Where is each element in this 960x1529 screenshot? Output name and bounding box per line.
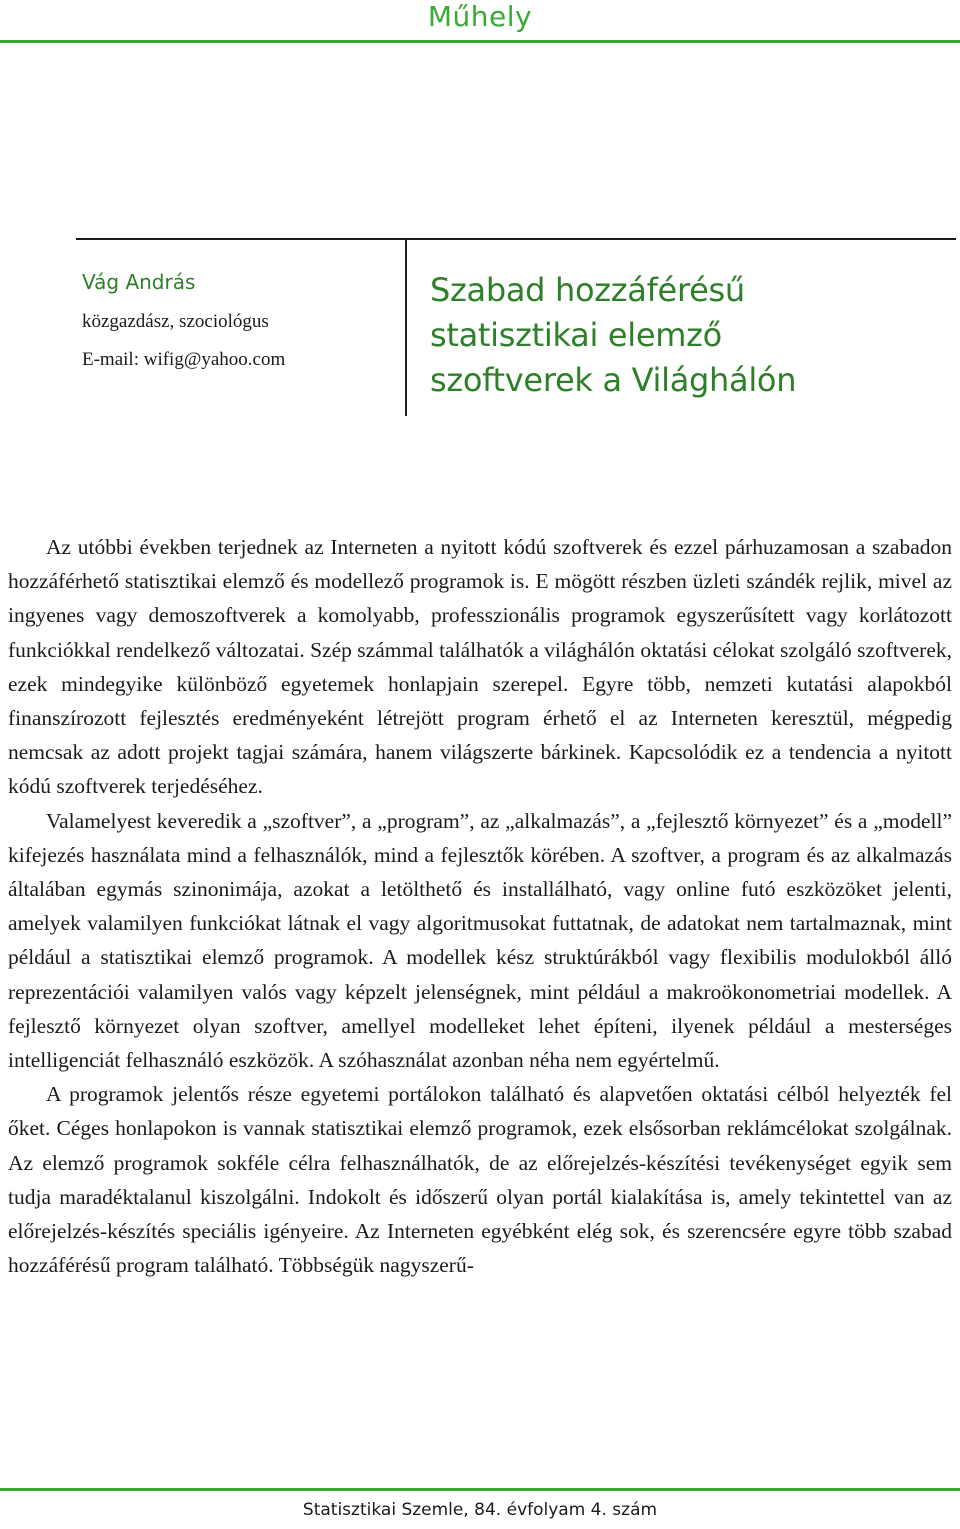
body-paragraph: A programok jelentős része egyetemi portálokon található és alapvetően oktatási célból helyezték fel őket. Céges honlapokon is vannak statisztikai elemző programok, ezek elsősorban reklámcélokat szolgálnak. Az elemző programok sokféle célra felhasználhatók, de az előrejelzés-készítési tevékenységet egyik sem tudja maradéktalanul kiszolgálni. Indokolt és időszerű olyan portál kialakítása is, amely tekintettel van az előrejelzés-készítés speciális igényeire. Az Interneten egyébként elég sok, és szerencsére egyre több szabad hozzáférésű program található. Többségük nagyszerű- <box>8 1082 952 1278</box>
header-divider <box>405 238 407 416</box>
article-title-line: statisztikai elemző <box>430 316 722 354</box>
article-title-line: szoftverek a Világhálón <box>430 361 797 399</box>
article-title-line: Szabad hozzáférésű <box>430 271 745 309</box>
author-role: közgazdász, szociológus <box>82 311 269 332</box>
article-title <box>430 268 950 403</box>
journal-footer: Statisztikai Szemle, 84. évfolyam 4. szám <box>302 1500 658 1520</box>
author-email[interactable]: E-mail: wifig@yahoo.com <box>82 349 286 370</box>
body-paragraph: Valamelyest keveredik a „szoftver”, a „program”, az „alkalmazás”, a „fejlesztő környezet” és a „modell” kifejezés használata mind a felhasználók, mind a fejlesztők körében. A szoftver, a program és az alkalmazás általában egymás szinonimája, azokat a letölthető és installálható, vagy online futó eszközöket jelenti, amelyek valamilyen funkciókat látnak el vagy algoritmusokat futtatnak, de adatokat nem tartalmaznak, mint például a statisztikai elemző programok. A modellek kész struktúrákból vagy flexibilis modulokból álló reprezentációi valamilyen valós vagy képzelt jelenségnek, mint például a makroökonometriai modellek. A fejlesztő környezet olyan szoftver, amellyel modelleket lehet építeni, ilyenek például a mesterséges intelligenciát felhasználó eszközök. A szóhasználat azonban néha nem egyértelmű. <box>8 808 952 1073</box>
header-rule <box>76 238 956 240</box>
body-paragraph: Az utóbbi években terjednek az Interneten a nyitott kódú szoftverek és ezzel párhuzamosan a szabadon hozzáférhető statisztikai elemző és modellező programok is. E mögött részben üzleti szándék rejlik, mivel az ingyenes vagy demoszoftverek a komolyabb, professzionális programok egyszerűsített vagy korlátozott funkciókkal rendelkező változatai. Szép számmal találhatók a világhálón oktatási célokat szolgáló szoftverek, ezek mindegyike különböző egyetemek honlapjain szerepel. Egyre több, nemzeti kutatási alapokból finanszírozott fejlesztés eredményeként létrejött program érhető el az Interneten keresztül, mégpedig nemcsak az adott projekt tagjai számára, hanem világszerte bárkinek. Kapcsolódik ez a tendencia a nyitott kódú szoftverek terjedéséhez. <box>8 535 952 799</box>
article-body <box>8 530 952 1282</box>
footer-rule <box>0 1488 960 1491</box>
author-name: Vág András <box>82 270 196 294</box>
section-label: Műhely <box>427 0 533 33</box>
top-rule <box>0 40 960 43</box>
